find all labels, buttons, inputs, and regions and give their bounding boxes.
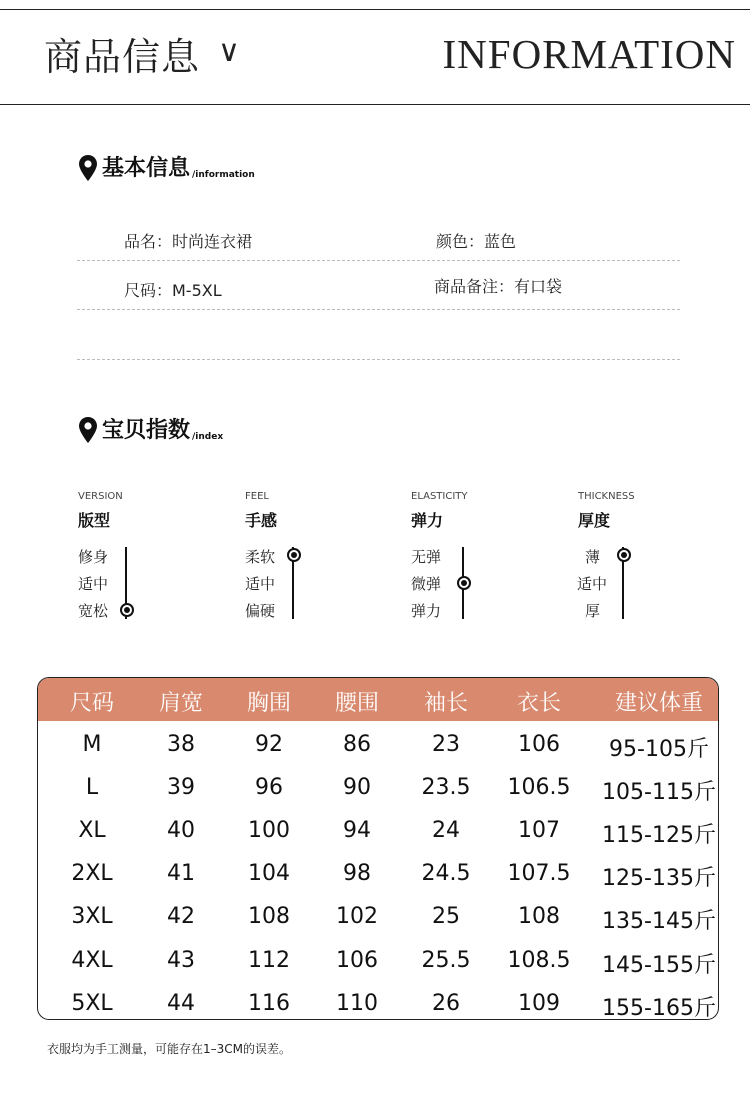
table-cell: 108 <box>248 904 290 929</box>
divider <box>77 359 680 360</box>
index-indicator-dot <box>120 603 134 617</box>
index-col-en: THICKNESS <box>578 491 635 502</box>
table-cell: 108 <box>518 904 560 929</box>
page-title-cn: 商品信息 <box>44 35 201 79</box>
table-cell: 23.5 <box>421 775 471 800</box>
table-cell: 104 <box>248 861 290 886</box>
table-cell: 110 <box>336 991 378 1016</box>
table-cell: 112 <box>248 948 290 973</box>
table-cell: 135-145斤 <box>602 909 716 934</box>
index-col-en: ELASTICITY <box>411 491 468 502</box>
index-level: 修身 <box>78 548 109 566</box>
table-cell: 155-165斤 <box>602 996 716 1020</box>
index-level: 宽松 <box>78 602 109 620</box>
table-cell: L <box>85 775 99 800</box>
section-subtitle: /index <box>192 432 224 442</box>
table-cell: 106 <box>336 948 378 973</box>
index-indicator-dot <box>617 548 631 562</box>
info-size: 尺码：M-5XL <box>124 281 222 300</box>
table-cell: 25.5 <box>421 948 471 973</box>
size-table <box>37 677 719 1020</box>
index-col-en: VERSION <box>78 491 123 502</box>
table-cell: 107.5 <box>507 861 571 886</box>
table-cell: 145-155斤 <box>602 953 716 978</box>
table-header-cell: 尺码 <box>69 691 115 716</box>
index-level: 柔软 <box>245 548 276 566</box>
table-cell: 107 <box>518 818 560 843</box>
table-header-cell: 袖长 <box>423 691 469 716</box>
index-indicator-dot <box>287 548 301 562</box>
index-level: 薄 <box>585 548 601 566</box>
table-header-cell: 胸围 <box>246 691 292 716</box>
table-cell: M <box>82 732 102 757</box>
divider <box>77 309 680 310</box>
table-cell: 100 <box>248 818 290 843</box>
table-cell: 25 <box>432 904 460 929</box>
table-cell: 4XL <box>71 948 113 973</box>
map-pin-icon <box>78 416 98 444</box>
table-cell: 5XL <box>71 991 113 1016</box>
index-col-cn: 版型 <box>78 511 111 530</box>
table-cell: 98 <box>343 861 371 886</box>
section-basic-info <box>78 154 255 182</box>
table-cell: 3XL <box>71 904 113 929</box>
index-level: 偏硬 <box>245 602 276 620</box>
table-cell: 106 <box>518 732 560 757</box>
table-cell: 86 <box>343 732 371 757</box>
table-cell: 39 <box>167 775 195 800</box>
index-level: 适中 <box>245 575 276 593</box>
table-cell: 115-125斤 <box>602 823 716 848</box>
table-cell: 105-115斤 <box>602 780 716 805</box>
section-index <box>78 416 223 444</box>
table-cell: 108.5 <box>507 948 571 973</box>
page-title-en: INFORMATION <box>442 31 736 77</box>
table-cell: 116 <box>248 991 290 1016</box>
index-level: 弹力 <box>411 602 442 620</box>
table-header-cell: 腰围 <box>334 691 380 716</box>
table-cell: 42 <box>167 904 195 929</box>
index-col-cn: 厚度 <box>578 511 611 530</box>
table-header-cell: 衣长 <box>516 691 562 716</box>
divider <box>77 260 680 261</box>
table-cell: 23 <box>432 732 460 757</box>
table-cell: 96 <box>255 775 283 800</box>
table-cell: 109 <box>518 991 560 1016</box>
info-color: 颜色：蓝色 <box>436 232 517 251</box>
table-cell: 38 <box>167 732 195 757</box>
index-level: 无弹 <box>411 548 442 566</box>
table-cell: 40 <box>167 818 195 843</box>
section-title: 宝贝指数 <box>102 418 191 443</box>
index-col-cn: 手感 <box>245 511 278 530</box>
size-table-header <box>38 678 718 721</box>
section-subtitle: /information <box>192 170 255 180</box>
table-cell: 24 <box>432 818 460 843</box>
info-product-name: 品名：时尚连衣裙 <box>124 232 253 251</box>
table-cell: 43 <box>167 948 195 973</box>
table-cell: 94 <box>343 818 371 843</box>
index-indicator-dot <box>457 576 471 590</box>
table-cell: 2XL <box>71 861 113 886</box>
header-bottom-line <box>0 104 750 105</box>
table-cell: 26 <box>432 991 460 1016</box>
table-cell: XL <box>78 818 106 843</box>
index-level: 微弹 <box>411 575 442 593</box>
table-cell: 106.5 <box>507 775 571 800</box>
table-cell: 95-105斤 <box>609 737 709 762</box>
table-cell: 90 <box>343 775 371 800</box>
table-header-cell: 建议体重 <box>614 691 704 716</box>
header-top-line <box>0 9 750 10</box>
index-col-en: FEEL <box>245 491 269 502</box>
map-pin-icon <box>78 154 98 182</box>
table-cell: 41 <box>167 861 195 886</box>
chevron-down-icon: ∨ <box>218 34 240 69</box>
info-remark: 商品备注：有口袋 <box>434 277 563 296</box>
table-cell: 92 <box>255 732 283 757</box>
index-level: 厚 <box>585 602 601 620</box>
table-cell: 44 <box>167 991 195 1016</box>
table-cell: 102 <box>336 904 378 929</box>
table-cell: 24.5 <box>421 861 471 886</box>
section-title: 基本信息 <box>102 156 191 181</box>
index-col-cn: 弹力 <box>411 511 444 530</box>
index-level: 适中 <box>577 575 608 593</box>
measurement-note: 衣服均为手工测量，可能存在1–3CM的误差。 <box>47 1042 292 1056</box>
index-level: 适中 <box>78 575 109 593</box>
table-cell: 125-135斤 <box>602 866 716 891</box>
table-header-cell: 肩宽 <box>158 691 204 716</box>
